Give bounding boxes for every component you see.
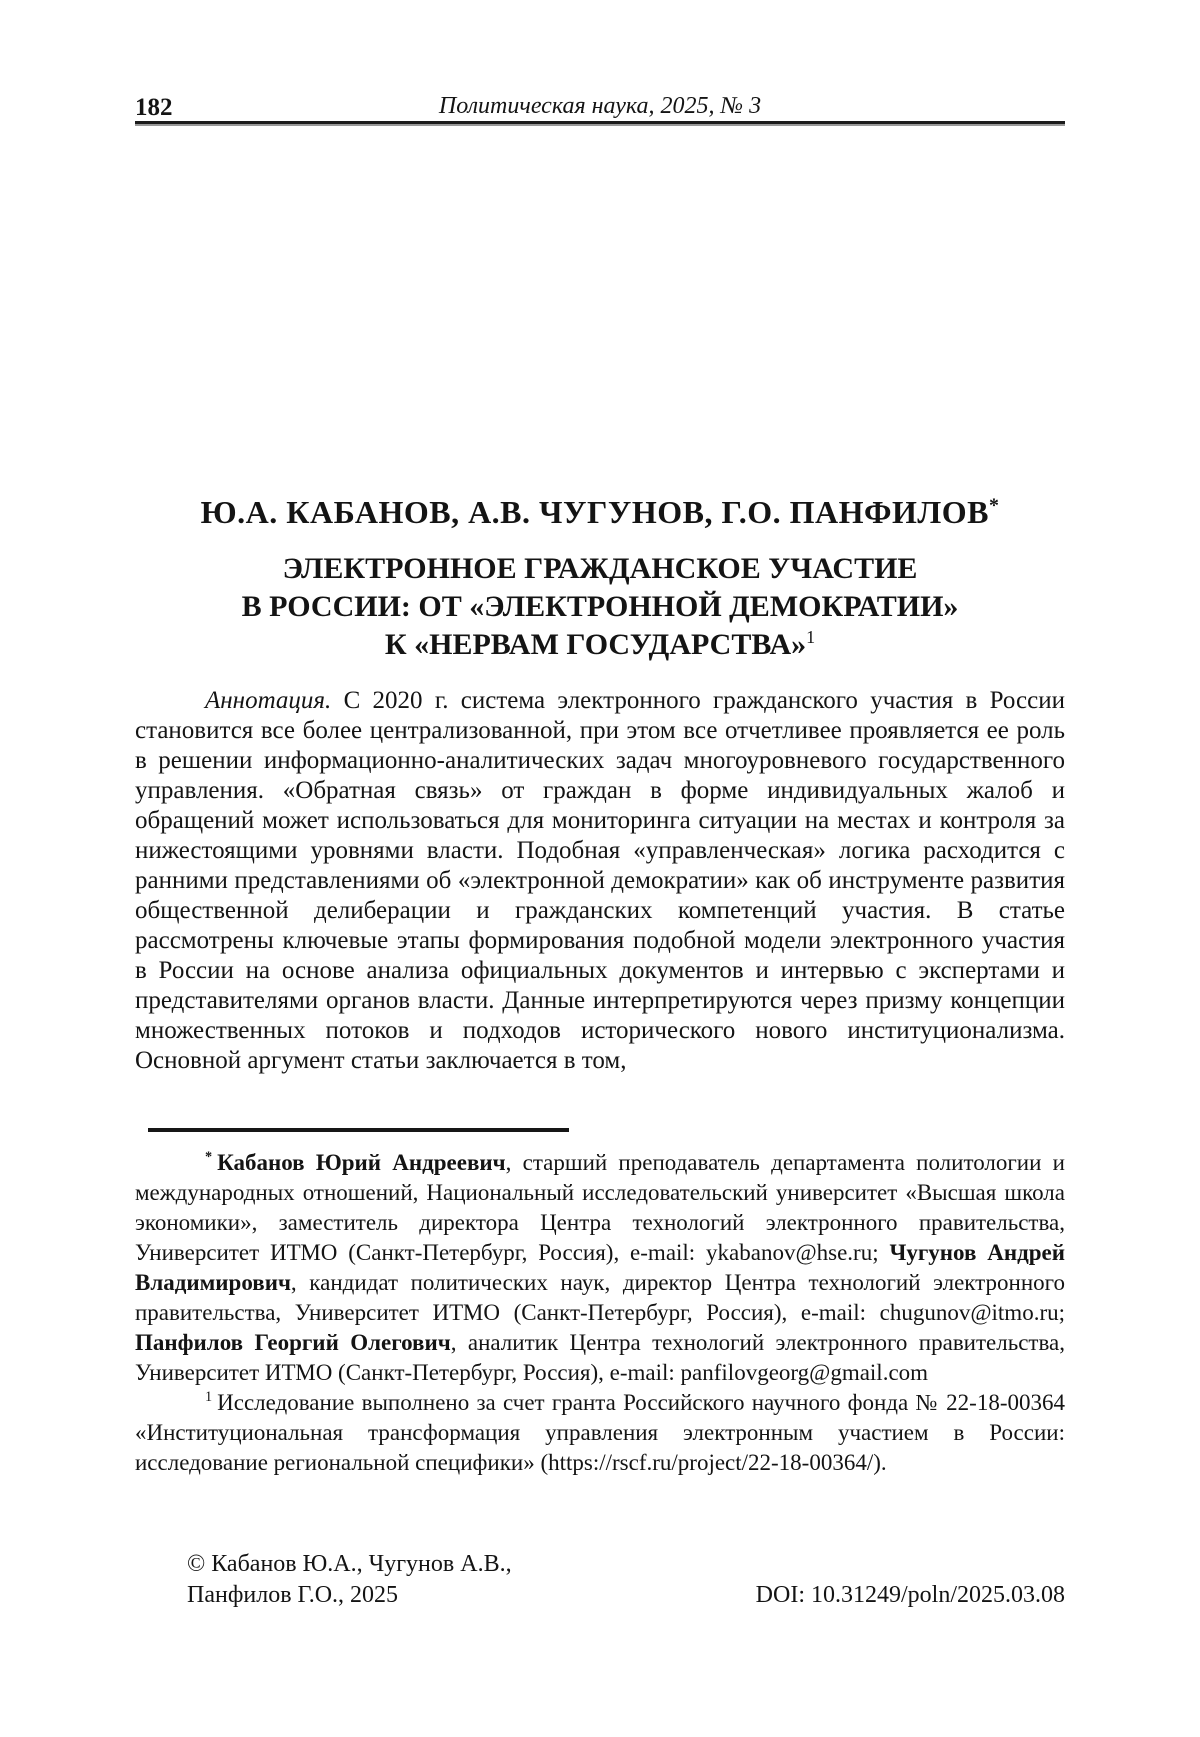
title-footnote-marker: 1 xyxy=(806,627,816,647)
footnote-marker-1: 1 xyxy=(205,1389,213,1406)
author-affiliation-chugunov: , кандидат политических наук, директор Центра технологий электронного правительства, Университет ИТМО (Санкт-Петербург, Россия), e-mail: chugunov@itmo.ru; xyxy=(135,1270,1065,1325)
copyright-line-2 xyxy=(135,1580,1065,1611)
abstract-text: С 2020 г. система электронного гражданского участия в России становится все более централизованной, при этом все отчетливее проявляется ее роль в решении информационно-аналитических задач многоуровневого государственного управления. «Обратная связь» от граждан в форме индивидуальных жалоб и обращений может использоваться для мониторинга ситуации на местах и контроля за нижестоящими уровнями власти. Подобная «управленческая» логика расходится с ранними представлениями об «электронной демократии» как об инструменте развития общественной делиберации и гражданских компетенций участия. В статье рассмотрены ключевые этапы формирования подобной модели электронного участия в России на основе анализа официальных документов и интервью с экспертами и представителями органов власти. Данные интерпретируются через призму концепции множественных потоков и подходов исторического нового институционализма. Основной аргумент статьи заключается в том, xyxy=(135,687,1065,1074)
page-number: 182 xyxy=(135,94,173,121)
author-name-panfilov: Панфилов Георгий Олегович xyxy=(135,1330,451,1355)
authors-footnote xyxy=(135,1148,1065,1388)
authors-footnote-marker: * xyxy=(988,494,1000,517)
author-name-kabanov: Кабанов Юрий Андреевич xyxy=(217,1150,506,1175)
authors-heading xyxy=(135,494,1065,530)
copyright-year: Панфилов Г.О., 2025 xyxy=(187,1582,399,1608)
footnotes-block xyxy=(135,1148,1065,1478)
doi-text: DOI: 10.31249/poln/2025.03.08 xyxy=(755,1582,1065,1608)
footnote-separator xyxy=(148,1128,569,1132)
header-rule-shadow xyxy=(135,124,1065,126)
grant-footnote-text: Исследование выполнено за счет гранта Российского научного фонда № 22-18-00364 «Институциональная трансформация управления электронным участием в России: исследование региональной специфики» (https://rscf.ru/project/22-18-00364/). xyxy=(135,1390,1065,1475)
journal-title: Политическая наука, 2025, № 3 xyxy=(438,93,762,119)
grant-footnote xyxy=(135,1388,1065,1478)
title-line-3: К «НЕРВАМ ГОСУДАРСТВА»$^1$ xyxy=(384,627,816,661)
author-affiliation-kabanov: , старший преподаватель департамента политологии и международных отношений, Национальный исследовательский университет «Высшая школа экономики», заместитель директора Центра технологий электронного правительства, Университет ИТМО (Санкт-Петербург, Россия), e-mail: ykabanov@hse.ru; xyxy=(135,1150,1065,1265)
title-line-1: ЭЛЕКТРОННОЕ ГРАЖДАНСКОЕ УЧАСТИЕ xyxy=(282,552,918,585)
copyright-line-1: © Кабанов Ю.А., Чугунов А.В., xyxy=(187,1551,512,1577)
copyright-block xyxy=(135,1549,1065,1611)
footnote-marker-asterisk: * xyxy=(205,1149,213,1166)
running-head xyxy=(135,90,1065,122)
abstract-label: Аннотация. xyxy=(205,687,332,714)
authors-names: Ю.А. КАБАНОВ, А.В. ЧУГУНОВ, Г.О. ПАНФИЛОВ xyxy=(200,494,989,530)
author-affiliation-panfilov: , аналитик Центра технологий электронного правительства, Университет ИТМО (Санкт-Петербург, Россия), e-mail: panfilovgeorg@gmail.com xyxy=(135,1330,1065,1385)
title-line-2: В РОССИИ: ОТ «ЭЛЕКТРОННОЙ ДЕМОКРАТИИ» xyxy=(241,590,959,623)
article-title xyxy=(135,550,1065,664)
abstract-paragraph xyxy=(135,686,1065,1076)
author-name-chugunov: Чугунов Андрей Владимирович xyxy=(135,1240,1065,1295)
